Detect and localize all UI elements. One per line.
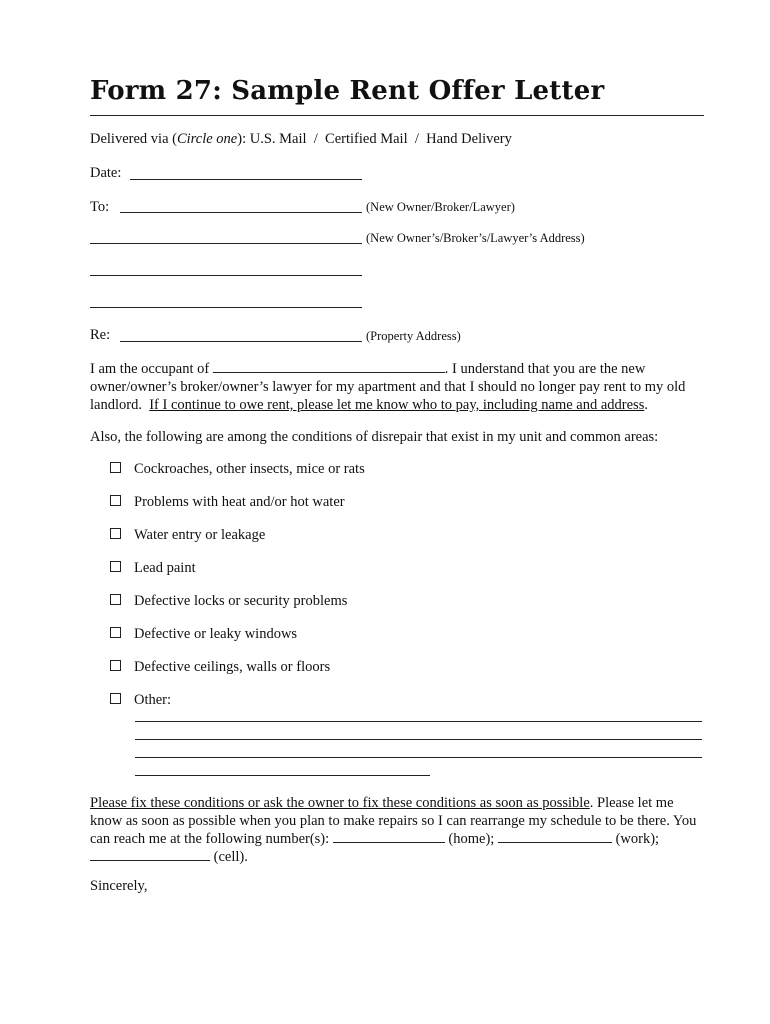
condition-item[interactable] <box>110 659 330 676</box>
closing: Sincerely, <box>90 878 148 894</box>
delivery-option-hand[interactable]: Hand Delivery <box>426 131 512 147</box>
property-address-field[interactable] <box>120 341 362 342</box>
checkbox[interactable] <box>110 561 121 572</box>
address-field-1[interactable] <box>90 243 362 244</box>
disrepair-intro: Also, the following are among the conditions of disrepair that exist in my unit and common areas: <box>90 429 659 445</box>
condition-label: Problems with heat and/or hot water <box>134 494 345 510</box>
condition-item[interactable] <box>110 461 365 478</box>
date-field[interactable] <box>130 179 362 180</box>
delivery-option-certified[interactable]: Certified Mail <box>325 131 408 147</box>
home-phone-field[interactable] <box>333 830 445 843</box>
condition-label: Defective ceilings, walls or floors <box>134 659 331 675</box>
occupant-text-middle: . I understand that you are the new owner/owner’s broker/owner’s lawyer for my apartment and that I should no longer pay rent to my old landlord. <box>90 361 686 413</box>
delivery-label: Delivered via ( <box>90 131 177 147</box>
condition-label: Lead paint <box>134 560 196 576</box>
occupant-paragraph <box>90 360 705 414</box>
condition-label: Water entry or leakage <box>134 527 266 543</box>
address-field-2[interactable] <box>90 275 362 276</box>
delivery-label-italic: Circle one <box>176 131 238 147</box>
delivery-separator: / <box>414 131 419 147</box>
condition-item[interactable] <box>110 527 265 544</box>
condition-item[interactable] <box>110 494 345 511</box>
title-divider <box>90 115 704 116</box>
occupant-address-field[interactable] <box>213 360 445 373</box>
delivery-label-end: ): <box>237 131 247 147</box>
repair-request-underlined: Please fix these conditions or ask the owner to fix these conditions as soon as possible <box>90 795 590 811</box>
home-label: (home); <box>448 831 495 847</box>
delivery-line <box>90 131 512 148</box>
condition-label: Defective or leaky windows <box>134 626 298 642</box>
repair-request-text: . Please let me know as soon as possible when you plan to make repairs so I can rearrange my schedule to be there. You can reach me at the following number(s): <box>90 795 697 847</box>
re-hint: (Property Address) <box>366 329 461 343</box>
cell-label: (cell). <box>213 849 248 865</box>
checkbox[interactable] <box>110 693 121 704</box>
other-field-1[interactable] <box>135 721 702 722</box>
condition-label: Cockroaches, other insects, mice or rats <box>134 461 365 477</box>
delivery-option-mail[interactable]: U.S. Mail <box>249 131 307 147</box>
condition-label: Defective locks or security problems <box>134 593 348 609</box>
condition-item[interactable] <box>110 626 297 643</box>
other-field-4[interactable] <box>135 775 430 776</box>
occupant-text-end: . <box>644 397 648 413</box>
other-field-2[interactable] <box>135 739 702 740</box>
form-title: Form 27: Sample Rent Offer Letter <box>90 76 605 106</box>
address-field-3[interactable] <box>90 307 362 308</box>
other-field-3[interactable] <box>135 757 702 758</box>
checkbox[interactable] <box>110 594 121 605</box>
checkbox[interactable] <box>110 528 121 539</box>
condition-item-other[interactable] <box>110 692 171 709</box>
occupant-text-start: I am the occupant of <box>90 361 210 377</box>
to-label: To: <box>90 199 110 215</box>
checkbox[interactable] <box>110 627 121 638</box>
date-label: Date: <box>90 165 122 181</box>
address-hint: (New Owner’s/Broker’s/Lawyer’s Address) <box>366 231 585 245</box>
work-phone-field[interactable] <box>498 830 612 843</box>
condition-item[interactable] <box>110 560 196 577</box>
condition-label: Other: <box>134 692 172 708</box>
checkbox[interactable] <box>110 660 121 671</box>
re-label: Re: <box>90 327 111 343</box>
work-label: (work); <box>615 831 660 847</box>
owe-rent-notice: If I continue to owe rent, please let me know who to pay, including name and address <box>149 397 645 413</box>
to-hint: (New Owner/Broker/Lawyer) <box>366 200 515 214</box>
checkbox[interactable] <box>110 462 121 473</box>
condition-item[interactable] <box>110 593 347 610</box>
checkbox[interactable] <box>110 495 121 506</box>
to-recipient-field[interactable] <box>120 212 362 213</box>
repair-request-paragraph <box>90 794 705 866</box>
cell-phone-field[interactable] <box>90 848 210 861</box>
delivery-separator: / <box>313 131 318 147</box>
